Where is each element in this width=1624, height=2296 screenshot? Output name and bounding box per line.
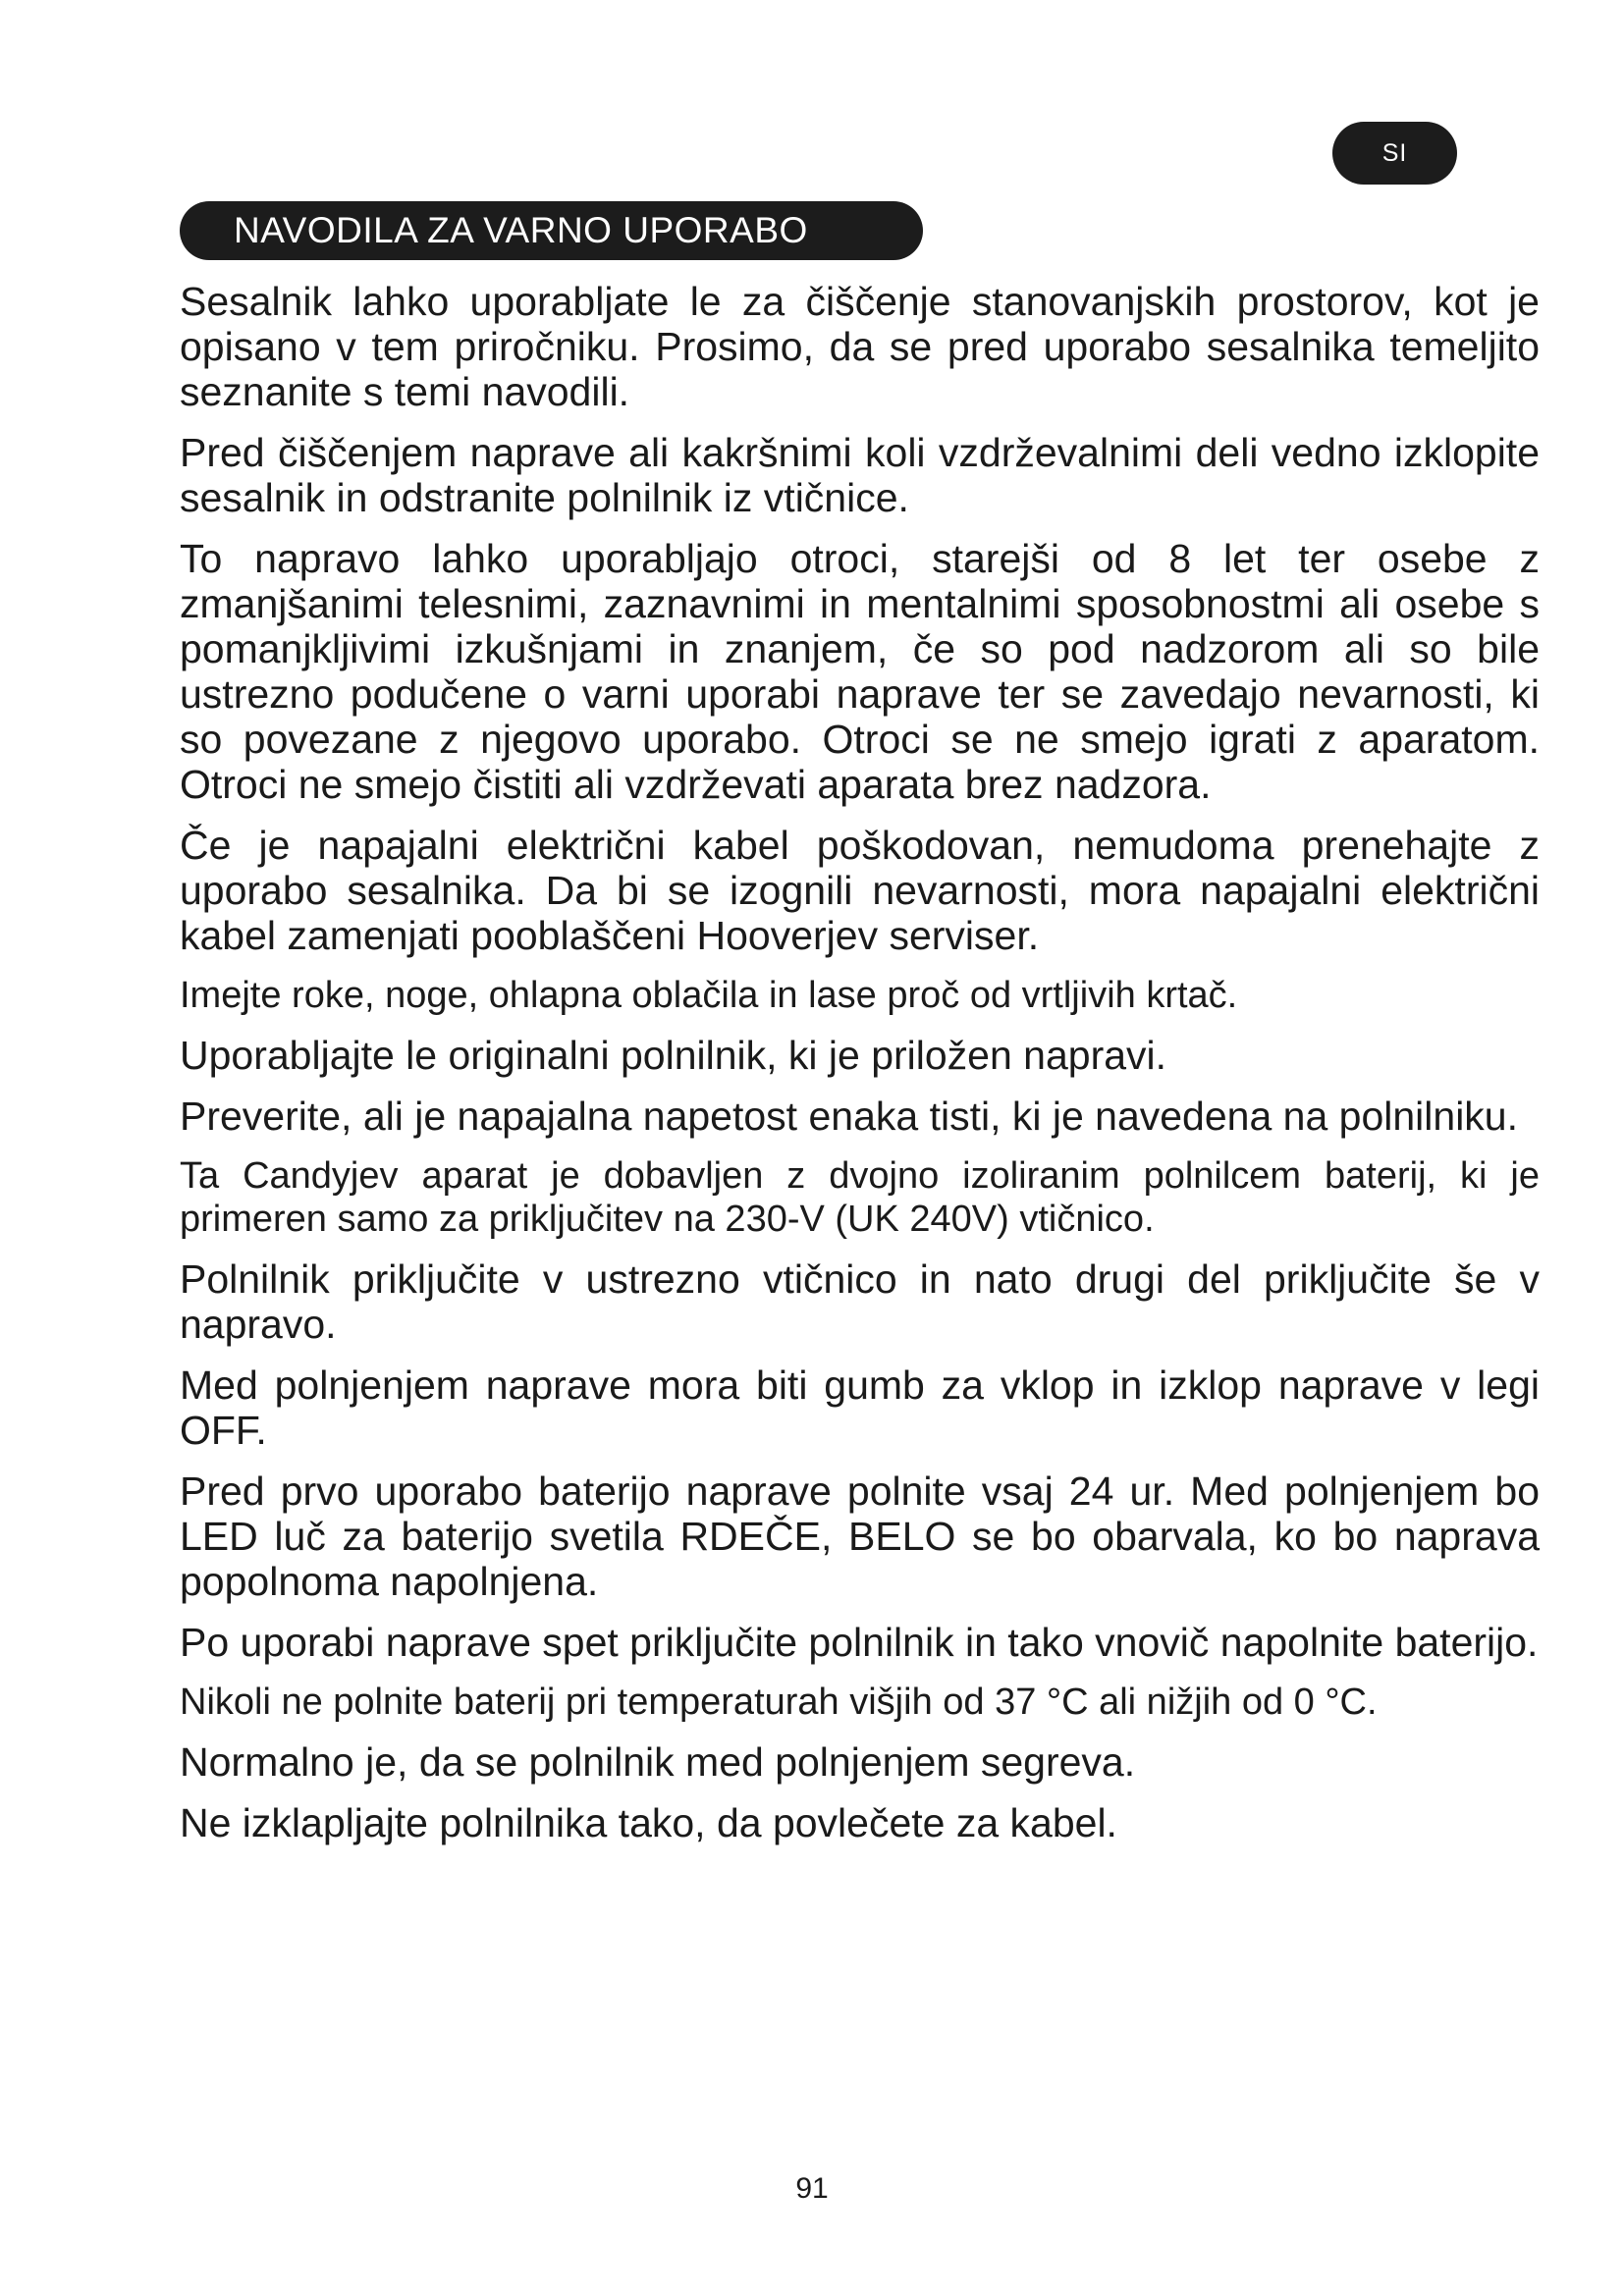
paragraph-do-not-pull-cable: Ne izklapljajte polnilnika tako, da povlečete za kabel. xyxy=(180,1800,1117,1845)
paragraph-double-insulated-charger: Ta Candyjev aparat je dobavljen z dvojno izoliranim polnilcem baterij, ki je primeren samo za priključitev na 230-V (UK 240V) vtičnico. xyxy=(180,1155,1540,1240)
paragraph-charging-temperature: Nikoli ne polnite baterij pri temperaturah višjih od 37 °C ali nižjih od 0 °C. xyxy=(180,1682,1378,1723)
paragraph-check-voltage: Preverite, ali je napajalna napetost enaka tisti, ki je navedena na polnilniku. xyxy=(180,1094,1518,1139)
paragraph-recharge-after-use: Po uporabi naprave spet priključite polnilnik in tako vnovič napolnite baterijo. xyxy=(180,1620,1539,1665)
paragraph-original-charger: Uporabljajte le originalni polnilnik, ki je priložen napravi. xyxy=(180,1033,1167,1078)
paragraph-switch-off-while-charging: Med polnjenjem naprave mora biti gumb za vklop in izklop naprave v legi OFF. xyxy=(180,1362,1540,1453)
paragraph-first-charge: Pred prvo uporabo baterijo naprave polnite vsaj 24 ur. Med polnjenjem bo LED luč za baterijo svetila RDEČE, BELO se bo obarvala, ko bo naprava popolnoma napolnjena. xyxy=(180,1468,1540,1604)
paragraph-intended-use: Sesalnik lahko uporabljate le za čiščenje stanovanjskih prostorov, kot je opisano v tem priročniku. Prosimo, da se pred uporabo sesalnika temeljito seznanite s temi navodili. xyxy=(180,279,1540,414)
paragraph-unplug-before-cleaning: Pred čiščenjem naprave ali kakršnimi koli vzdrževalnimi deli vedno izklopite sesalnik in odstranite polnilnik iz vtičnice. xyxy=(180,430,1540,520)
paragraph-children-supervision: To napravo lahko uporabljajo otroci, starejši od 8 let ter osebe z zmanjšanimi telesnimi, zaznavnimi in mentalnimi sposobnostmi ali osebe s pomanjkljivimi izkušnjami in znanjem, če so pod nadzorom ali so bile ustrezno podučene o varni uporabi naprave ter se zavedajo nevarnosti, ki so povezane z njegovo uporabo. Otroci se ne smejo igrati z aparatom. Otroci ne smejo čistiti ali vzdrževati aparata brez nadzora. xyxy=(180,536,1540,807)
paragraph-charger-warms: Normalno je, da se polnilnik med polnjenjem segreva. xyxy=(180,1739,1136,1785)
page-number: 91 xyxy=(795,2172,829,2205)
paragraph-connect-charger: Polnilnik priključite v ustrezno vtičnico in nato drugi del priključite še v napravo. xyxy=(180,1256,1540,1347)
section-title: NAVODILA ZA VARNO UPORABO xyxy=(180,201,923,260)
language-badge: SI xyxy=(1332,122,1457,185)
paragraph-rotating-brushes: Imejte roke, noge, ohlapna oblačila in lase proč od vrtljivih krtač. xyxy=(180,975,1238,1016)
paragraph-damaged-cable: Če je napajalni električni kabel poškodovan, nemudoma prenehajte z uporabo sesalnika. Da bi se izognili nevarnosti, mora napajalni električni kabel zamenjati pooblaščeni Hooverjev serviser. xyxy=(180,823,1540,958)
safety-instructions xyxy=(180,279,1540,1861)
